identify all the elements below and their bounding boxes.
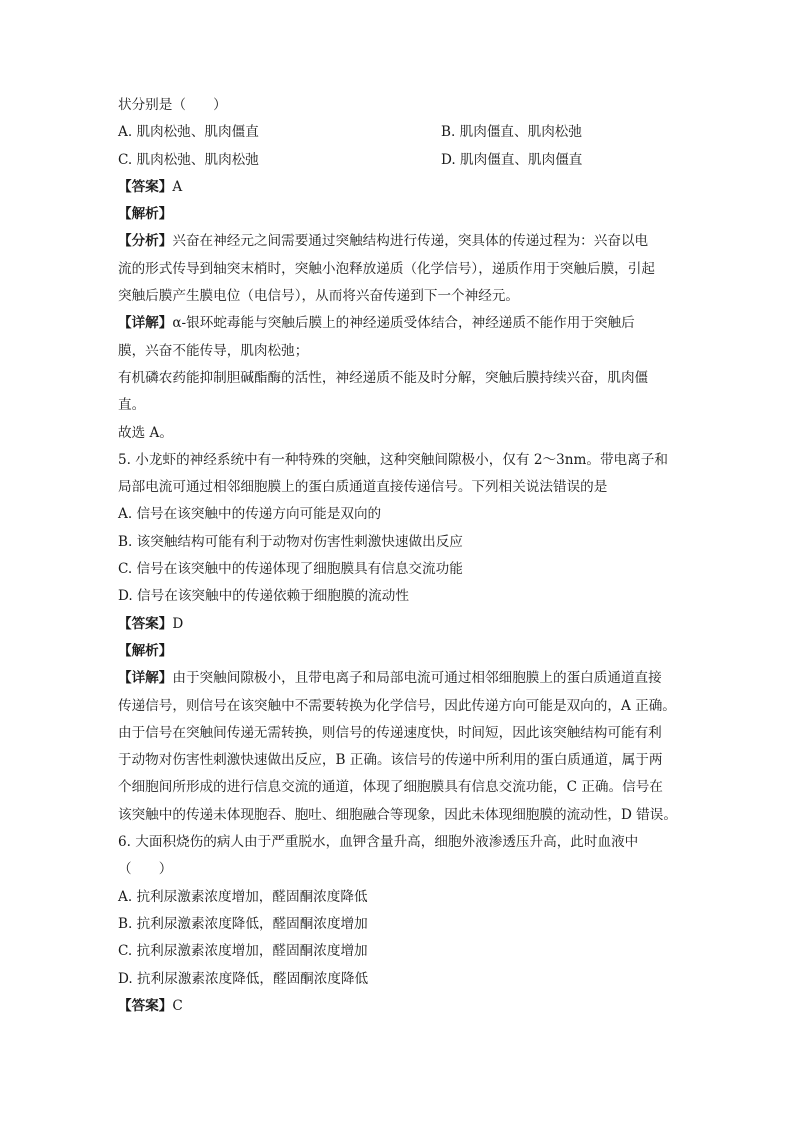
fenxi-text: 兴奋在神经元之间需要通过突触结构进行传递，突具体的传递过程为：兴奋以电 [172, 233, 649, 250]
q4-xiangjie-line-3: 有机磷农药能抑制胆碱酯酶的活性，神经递质不能及时分解，突触后膜持续兴奋，肌肉僵 [118, 369, 649, 386]
q5-xiangjie-line-4: 于动物对伤害性刺激快速做出反应，B 正确。该信号的传递中所利用的蛋白质通道，属于两 [118, 752, 663, 769]
xiangjie-tag: 【详解】 [118, 670, 173, 687]
answer-tag: 【答案】 [118, 178, 173, 195]
answer-value: C [172, 997, 183, 1014]
q4-conclusion: 故选 A。 [118, 424, 173, 441]
xiangjie-text: 由于突触间隙极小，且带电离子和局部电流可通过相邻细胞膜上的蛋白质通道直接 [172, 670, 662, 687]
q6-option-c: C. 抗利尿激素浓度增加，醛固酮浓度增加 [118, 943, 368, 960]
q4-option-b: B. 肌肉僵直、肌肉松弛 [441, 124, 582, 141]
q4-fenxi-line-1 [118, 228, 678, 255]
analysis-tag: 【解析】 [118, 642, 173, 659]
xiangjie-text: α-银环蛇毒能与突触后膜上的神经递质受体结合，神经递质不能作用于突触后 [172, 315, 635, 332]
q4-xiangjie-line-1 [118, 310, 678, 337]
q4-xiangjie-line-2: 膜，兴奋不能传导，肌肉松弛； [118, 342, 309, 359]
q4-option-c: C. 肌肉松弛、肌肉松弛 [118, 151, 259, 168]
analysis-tag: 【解析】 [118, 206, 173, 223]
q4-stem-tail: 状分别是（ ） [118, 97, 227, 113]
q5-xiangjie-line-2: 传递信号，则信号在该突触中不需要转换为化学信号，因此传递方向可能是双向的，A 正确。 [118, 697, 676, 714]
q5-xiangjie-line-1 [118, 665, 678, 692]
q6-option-d: D. 抗利尿激素浓度降低，醛固酮浓度降低 [118, 970, 369, 987]
q6-option-a: A. 抗利尿激素浓度增加，醛固酮浓度降低 [118, 888, 368, 905]
document-page [118, 92, 678, 1020]
fenxi-tag: 【分析】 [118, 233, 173, 250]
answer-tag: 【答案】 [118, 615, 173, 632]
q4-answer [118, 174, 678, 201]
q5-stem-line-1: 5. 小龙虾的神经系统中有一种特殊的突触，这种突触间隙极小，仅有 2～3nm。带电离子和 [118, 451, 668, 468]
xiangjie-tag: 【详解】 [118, 315, 173, 332]
q5-analysis-heading [118, 638, 678, 665]
q4-xiangjie-line-4: 直。 [118, 397, 146, 414]
q5-option-d: D. 信号在该突触中的传递依赖于细胞膜的流动性 [118, 588, 409, 605]
q4-analysis-heading [118, 201, 678, 228]
q5-option-b: B. 该突触结构可能有利于动物对伤害性刺激快速做出反应 [118, 533, 463, 550]
q4-fenxi-line-2: 流的形式传导到轴突末梢时，突触小泡释放递质（化学信号），递质作用于突触后膜，引起 [118, 260, 655, 277]
q5-option-c: C. 信号在该突触中的传递体现了细胞膜具有信息交流功能 [118, 561, 463, 578]
q5-xiangjie-line-5: 个细胞间所形成的进行信息交流的通道，体现了细胞膜具有信息交流功能，C 正确。信号在 [118, 779, 663, 796]
q6-stem-line-2: （ ） [118, 861, 173, 878]
q6-stem-line-1: 6. 大面积烧伤的病人由于严重脱水，血钾含量升高，细胞外液渗透压升高，此时血液中 [118, 834, 639, 851]
q4-options-row-1 [118, 119, 678, 146]
q6-answer [118, 993, 678, 1020]
q6-option-b: B. 抗利尿激素浓度降低，醛固酮浓度增加 [118, 915, 368, 932]
q5-option-a: A. 信号在该突触中的传递方向可能是双向的 [118, 506, 382, 523]
q4-options-row-2 [118, 147, 678, 174]
answer-tag: 【答案】 [118, 997, 173, 1014]
q5-answer [118, 611, 678, 638]
answer-value: A [172, 178, 183, 195]
q4-option-a: A. 肌肉松弛、肌肉僵直 [118, 124, 259, 141]
q5-stem-line-2: 局部电流可通过相邻细胞膜上的蛋白质通道直接传递信号。下列相关说法错误的是 [118, 479, 608, 496]
q4-option-d: D. 肌肉僵直、肌肉僵直 [441, 151, 583, 168]
q4-fenxi-line-3: 突触后膜产生膜电位（电信号），从而将兴奋传递到下一个神经元。 [118, 288, 520, 305]
q5-xiangjie-line-6: 该突触中的传递未体现胞吞、胞吐、细胞融合等现象，因此未体现细胞膜的流动性，D 错误。 [118, 806, 677, 823]
answer-value: D [172, 615, 184, 632]
q5-xiangjie-line-3: 由于信号在突触间传递无需转换，则信号的传递速度快，时间短，因此该突触结构可能有利 [118, 724, 662, 741]
